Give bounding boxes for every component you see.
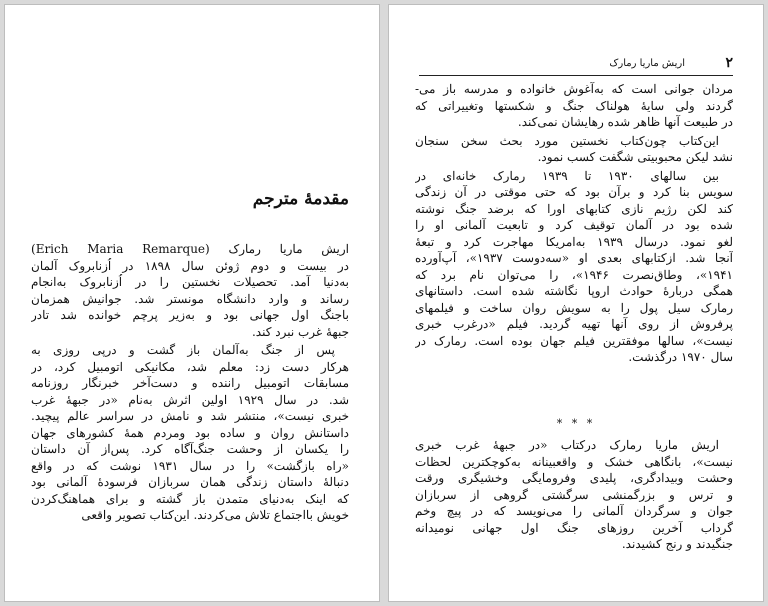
paragraph <box>31 342 349 524</box>
right-page <box>388 4 764 602</box>
text-line: جنگیدند و رنج کشیدند. <box>621 537 733 551</box>
text-line: هرکار دست زد: معلم شد، مکانیکی اتومبیل کرد، در <box>31 359 349 374</box>
right-page-text-section-1 <box>415 81 733 368</box>
text-line: گرداب آخرین روزهای جنگ اول جهانی نومیدانه <box>415 520 733 535</box>
text-line: دنبالهٔ داستان زندگی همان سربازان فرسودهٔ آلمانی بود <box>31 475 349 489</box>
right-page-text-section-2 <box>415 437 733 555</box>
running-title: اریش ماریا رمارک <box>609 58 685 69</box>
text-line: جبههٔ غرب نبرد کند. <box>251 324 349 339</box>
text-line: مسابقات اتومبیل راننده و دست‌آخر خبرنگار روزنامه <box>31 376 349 390</box>
text-line: به‌دنیا آمد. تحصیلات نخستین را در اُزنابروک به‌انجام <box>31 275 349 289</box>
text-line: شده بود در آلمان توقیف کرد و تابعیت آلمانی او را <box>415 218 733 232</box>
paragraph <box>415 133 733 166</box>
text-line: و ترس و بزرگمنشی سرگشتی گروهی از سربازان <box>415 487 733 502</box>
text-line: اریش ماریا رمارک درکتاب «در جبههٔ غرب خبری <box>415 438 719 452</box>
text-line: که اینک به‌دنیای متمدن باز گشته و برای هماهنگ‌کردن <box>31 491 349 506</box>
text-line: خویش بااجتماع تلاش می‌کردند. این‌کتاب تصویر واقعی <box>81 508 349 522</box>
text-line: رساند و وارد دانشگاه مونستر شد. جوانیش همزمان <box>31 291 349 306</box>
paragraph <box>31 241 349 340</box>
text-line: سویس بنا کرد و برآن بود که حتی موقتی در آن زندگی <box>415 185 733 199</box>
text-line: کند لکن رژیم نازی کتابهای اورا که برضد جنگ نوشته <box>415 201 733 216</box>
text-line: آنجا شد. ازکتابهای بعدی او «سه‌دوست ۱۹۳۷»، آپ‌آورده <box>415 251 733 265</box>
text-line: جوان و سرگردان آلمانی را می‌نویسد که در پیچ وخم <box>415 504 733 518</box>
text-line: سال ۱۹۷۰ درگذشت. <box>628 350 733 364</box>
text-line: نشد لیکن محبوبیتی شگفت کسب نمود. <box>537 150 733 164</box>
section-separator: * * * <box>556 417 596 430</box>
text-line: گردند ولی سایهٔ هولناک جنگ و شکستها وتغییراتی که <box>415 98 733 113</box>
text-line: مردان جوانی است که به‌آغوش خانواده و مدرسه باز می- <box>415 82 733 96</box>
text-line: وحشت وبیدادگری، پلیدی وفرومایگی وخشیگری ورقت <box>415 471 733 485</box>
text-line: در بیست و دوم ژوئن سال ۱۸۹۸ در اُزنابروک آلمان <box>31 258 349 273</box>
text-line: نیست»، سالها موفقترین فیلم جهان بوده است. رمارک در <box>415 333 733 348</box>
text-line: خبری نیست»، منتشر شد و نامش در سراسر عالم پیچید. <box>31 409 349 423</box>
text-line: شد. در سال ۱۹۲۹ اولین اثرش به‌نام «در جبههٔ غرب <box>31 392 349 407</box>
text-line: اریش ماریا رمارک (Erich Maria Remarque) <box>31 242 349 256</box>
text-line: همگی دربارهٔ حوادث اروپا نگاشته شده است. داستانهای <box>415 284 733 298</box>
text-line: نیست»، بانگاهی خشک و واقعبینانه به‌کوچکترین لحظات <box>415 454 733 469</box>
text-line: لغو نمود. درسال ۱۹۳۹ به‌امریکا مهاجرت کرد و تبعهٔ <box>415 234 733 249</box>
text-line: پس از جنگ به‌آلمان باز گشت و درپی روزی به <box>31 343 335 357</box>
text-line: رمارک سیل پول را به سویش روان ساخت و فیلمهای <box>415 300 733 315</box>
page-number: ۲ <box>725 55 733 71</box>
text-line: ۱۹۴۱»، وطاق‌نصرت ۱۹۴۶»، را می‌توان نام برد که <box>415 267 733 282</box>
text-line: «راه بازگشت» را در سال ۱۹۳۱ نوشت که در واقع <box>31 458 349 473</box>
left-page <box>4 4 380 602</box>
left-page-text <box>31 241 349 526</box>
text-line: در طبیعت آنها ظاهر شده رهایشان نمی‌کند. <box>517 115 733 129</box>
chapter-heading: مقدمهٔ مترجم <box>252 189 349 209</box>
running-header <box>419 57 733 76</box>
text-line: را یکسان از وحشت جنگ‌آگاه کرد. پس‌از آن داستان <box>31 442 349 456</box>
text-line: بین سالهای ۱۹۳۰ تا ۱۹۳۹ رمارک خانه‌ای در <box>415 168 720 183</box>
paragraph <box>415 81 733 131</box>
paragraph <box>415 168 733 366</box>
paragraph <box>415 437 733 553</box>
text-line: این‌کتاب چون‌کتاب نخستین مورد بحث سخن سنجان <box>415 133 719 148</box>
text-line: داستانش روان و ساده بود ومردم همهٔ کشورهای جهان <box>31 425 349 440</box>
text-line: باجنگ اول جهانی بود و به‌زیر پرچم خوانده شد تادر <box>31 308 349 322</box>
text-line: پرفروش از روی آنها تهیه گردید. فیلم «درغرب خبری <box>415 317 733 331</box>
